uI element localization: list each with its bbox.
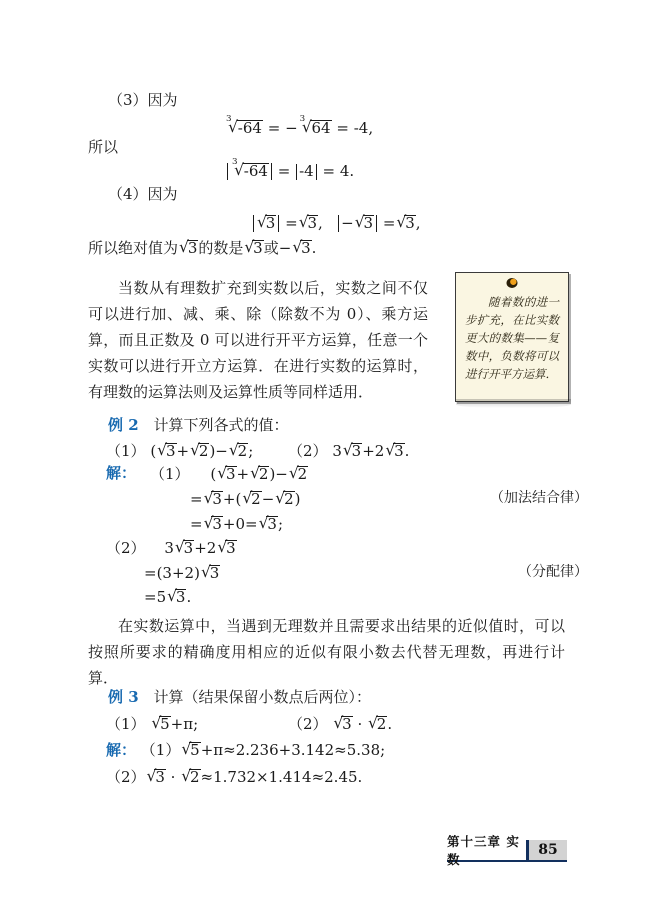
sqrt-radicand: 3 xyxy=(212,515,222,533)
sqrt-radicand: 3 xyxy=(301,239,311,257)
sqrt-radicand: 2 xyxy=(251,490,261,508)
sqrt-radicand: 3 xyxy=(175,588,186,606)
sqrt-radicand: 2 xyxy=(198,442,209,460)
cbrt-index: √ 3 xyxy=(226,114,232,125)
example-3-question-2: （2） √ 3 · √ 2. xyxy=(288,716,392,733)
solve-label: 解： xyxy=(106,741,137,759)
example-2-solution-1-line-2: = √ 3+( √ 2− √ 2) xyxy=(168,491,300,508)
item-4-conclusion: 所以绝对值为 √ 3的数是 √ 3或− √ 3. xyxy=(88,240,316,257)
sqrt-radicand: 3 xyxy=(342,715,352,733)
sqrt-radicand: 3 xyxy=(165,442,176,460)
sqrt-radicand: 5 xyxy=(190,741,200,759)
item-4-label: （4）因为 xyxy=(108,185,178,203)
equals-sign: = xyxy=(285,214,298,232)
sqrt-radicand: 3 xyxy=(226,539,236,557)
example-3-solution-1: 解： （1） √ 5+π≈2.236+3.142≈5.38; xyxy=(106,742,385,759)
sqrt-radicand: 3 xyxy=(307,214,318,232)
equation-result: 4. xyxy=(339,162,355,180)
example-2-solution-1-line-1: （1） ( √ 3+ √ 2)− √ 2 xyxy=(150,466,308,483)
conclusion-end: . xyxy=(311,239,317,257)
page-number: 85 xyxy=(526,840,567,862)
example-2-question-1: （1） ( √ 3+ √ 2)− √ 2; xyxy=(106,443,253,460)
equation-result: -4, xyxy=(353,119,374,137)
sqrt-radicand: 3 xyxy=(209,564,220,582)
sqrt-radicand: 2 xyxy=(190,768,200,786)
question-number: （2） xyxy=(288,442,328,460)
example-3-solution-2-values: ≈1.732×1.414≈2.45. xyxy=(200,768,363,786)
side-note xyxy=(455,272,569,402)
cbrt-index: √ 3 xyxy=(299,114,306,125)
solve-label: 解： xyxy=(106,464,137,482)
sqrt-radicand: 2 xyxy=(258,465,269,483)
comma: , xyxy=(318,214,323,232)
sqrt-radicand: 3 xyxy=(363,214,374,232)
side-note-text: 随着数的进一步扩充，在比实数更大的数集——复数中，负数将可以进行开平方运算． xyxy=(465,295,559,381)
question-number: （1） xyxy=(106,442,146,460)
item-4-equation: √ 3 = √ 3, − √ 3 = √ 3, xyxy=(252,215,421,232)
sqrt-radicand: 3 xyxy=(265,214,276,232)
example-2-solution-2-line-3: =5 √ 3. xyxy=(144,589,191,606)
equals-sign: = xyxy=(267,119,281,137)
sqrt-radicand: 2 xyxy=(376,715,387,733)
footer-chapter-title: 第十三章 实 数 xyxy=(447,840,526,862)
question-number: （2） xyxy=(106,768,146,786)
sqrt-radicand: 3 xyxy=(253,239,263,257)
cbrt-radicand: -64 xyxy=(243,162,268,180)
item-3-equation-2 xyxy=(226,157,355,180)
example-3-prompt: 计算（结果保留小数点后两位）： xyxy=(153,688,371,706)
question-number: （1） xyxy=(140,741,181,759)
equals-sign: = xyxy=(322,162,336,180)
question-number: （2） xyxy=(288,715,328,733)
item-3-label: （3）因为 xyxy=(108,91,178,109)
cbrt-radicand: -64 xyxy=(237,119,262,137)
sqrt-radicand: 3 xyxy=(225,465,236,483)
sqrt-radicand: 3 xyxy=(351,442,362,460)
equals-sign: = xyxy=(336,119,349,137)
example-3-label: 例 3 xyxy=(108,688,139,706)
example-2-annotation-1: （加法结合律） xyxy=(490,490,588,506)
example-3-heading xyxy=(108,690,371,706)
equals-sign: = xyxy=(382,214,396,232)
example-3-solution-1-values: ≈2.236+3.142≈5.38; xyxy=(223,741,386,759)
item-3-equation-1 xyxy=(224,114,374,137)
sqrt-radicand: 2 xyxy=(297,465,308,483)
pushpin-icon xyxy=(507,278,518,288)
equals-sign: = xyxy=(277,162,291,180)
cbrt-radicand: 64 xyxy=(311,119,331,137)
example-2-solution-2-line-2: =(3+2) √ 3 xyxy=(144,565,220,582)
example-2-solution-2-line-1: （2） 3 √ 3+2 √ 3 xyxy=(106,540,237,557)
question-number: （1） xyxy=(106,715,146,733)
example-2-label: 例 2 xyxy=(108,416,139,434)
example-2-solution-label xyxy=(106,466,136,482)
sqrt-radicand: 3 xyxy=(187,239,198,257)
example-3-question-1: （1） √ 5+π; xyxy=(106,716,198,733)
conclusion-prefix: 所以绝对值为 xyxy=(88,239,179,257)
suoyi-label-1: 所以 xyxy=(88,138,119,156)
conclusion-or: 或 xyxy=(263,239,279,257)
note-curl-decoration xyxy=(456,399,571,408)
example-3-solution-2: （2） √ 3 · √ 2≈1.732×1.414≈2.45. xyxy=(106,769,362,786)
question-number: （2） xyxy=(106,539,146,557)
sqrt-radicand: 2 xyxy=(237,442,248,460)
paragraph-approximation: 在实数运算中，当遇到无理数并且需要求出结果的近似值时，可以按照所要求的精确度用相应的近似有限小数去代替无理数，再进行计算． xyxy=(88,617,565,687)
sqrt-radicand: 3 xyxy=(183,539,194,557)
example-2-annotation-2: （分配律） xyxy=(518,564,588,580)
example-2-prompt: 计算下列各式的值： xyxy=(153,416,289,434)
example-2-solution-1-line-3: = √ 3+0= √ 3; xyxy=(168,516,283,533)
cbrt-index: √ 3 xyxy=(232,157,238,168)
abs-value: -4 xyxy=(296,164,317,180)
example-2-question-2: （2） 3 √ 3+2 √ 3. xyxy=(288,443,409,460)
sqrt-radicand: 3 xyxy=(212,490,222,508)
paragraph-expansion: 当数从有理数扩充到实数以后，实数之间不仅可以进行加、减、乘、除（除数不为 0）、乘方运算，而且正数及 0 可以进行开平方运算，任意一个实数可以进行开立方运算．在进行实数的运算时，有理数的运算法则及运算性质等同样适用． xyxy=(88,279,428,401)
conclusion-middle: 的数是 xyxy=(198,239,244,257)
example-2-heading xyxy=(108,418,288,434)
sqrt-radicand: 3 xyxy=(394,442,404,460)
comma: , xyxy=(415,214,421,232)
page-footer xyxy=(447,833,567,867)
sqrt-radicand: 3 xyxy=(267,515,277,533)
question-number: （1） xyxy=(150,465,190,483)
sqrt-radicand: 5 xyxy=(160,715,170,733)
minus-sign: − xyxy=(285,119,298,137)
sqrt-radicand: 2 xyxy=(284,490,294,508)
sqrt-radicand: 3 xyxy=(155,768,165,786)
sqrt-radicand: 3 xyxy=(405,214,415,232)
